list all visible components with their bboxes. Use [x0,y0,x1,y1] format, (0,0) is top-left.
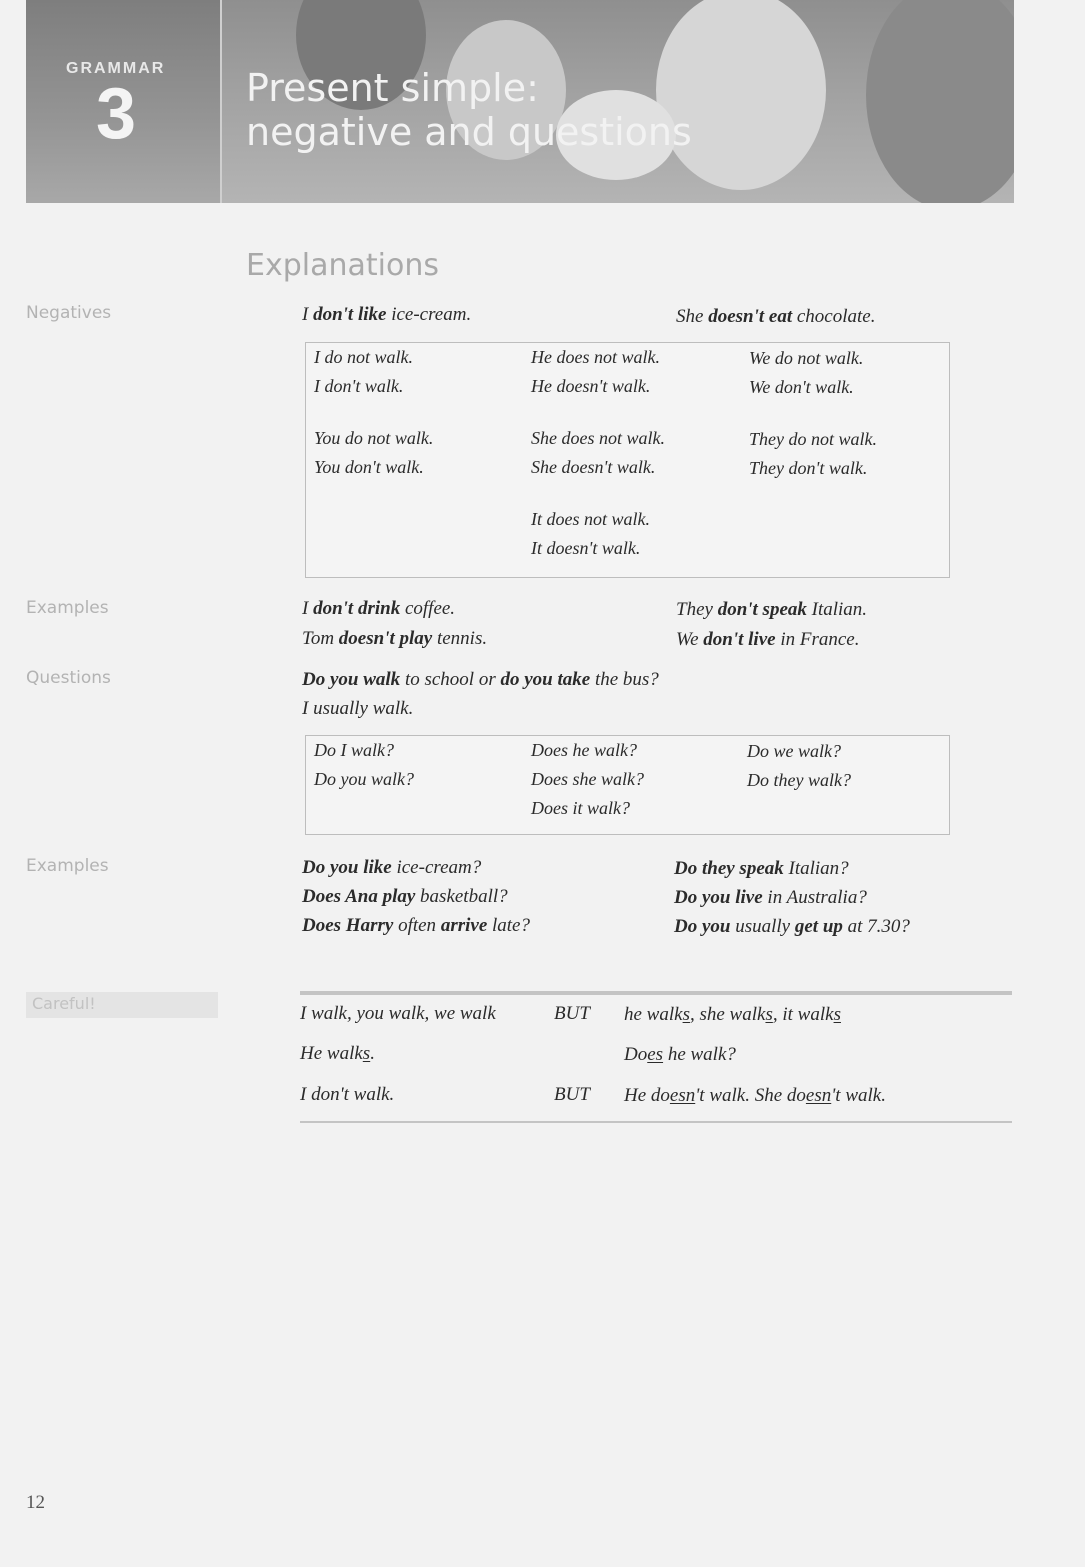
side-label-examples: Examples [26,856,109,876]
side-label-negatives: Negatives [26,303,112,323]
table-cell: He doesn't walk. [531,376,651,396]
table-cell: Do they walk? [747,770,851,790]
example-line: Do you usually get up at 7.30? [674,916,910,937]
table-cell: It doesn't walk. [531,538,641,558]
example-line: Does Ana play basketball? [302,886,508,907]
but-label: BUT [554,1003,590,1024]
title-line: Present simple: [246,66,539,110]
table-column [531,343,665,563]
question-answer: I usually walk. [302,698,414,719]
table-cell: Does he walk? [531,740,637,760]
unit-number: 3 [96,74,137,154]
table-cell: Do I walk? [314,740,394,760]
careful-line: Does he walk? [624,1044,736,1065]
header-banner [26,0,1014,203]
negatives-table [305,342,950,578]
table-column [531,736,644,823]
table-cell: They don't walk. [749,458,868,478]
title-line: negative and questions [246,110,692,154]
table-cell: He does not walk. [531,347,660,367]
table-column [749,344,877,483]
side-label-examples: Examples [26,598,109,618]
negative-example: She doesn't eat chocolate. [676,306,876,327]
page-title [246,66,692,154]
table-cell: I do not walk. [314,347,413,367]
page-number: 12 [26,1492,45,1513]
example-line: Does Harry often arrive late? [302,915,530,936]
example-line: Do you live in Australia? [674,887,867,908]
example-line: I don't drink coffee. [302,598,456,619]
table-cell: You don't walk. [314,457,424,477]
photo-figure [866,0,1014,203]
bottom-divider [300,1121,1012,1123]
table-cell: We do not walk. [749,348,864,368]
table-cell: Do you walk? [314,769,414,789]
question-example: Do you walk to school or do you take the bus? [302,669,659,690]
table-cell: You do not walk. [314,428,434,448]
careful-line: He walks. [300,1043,375,1064]
careful-line: he walks, she walks, it walks [624,1004,841,1025]
example-line: Tom doesn't play tennis. [302,628,488,649]
careful-line: He doesn't walk. She doesn't walk. [624,1085,886,1106]
table-cell: She doesn't walk. [531,457,656,477]
example-line: Do you like ice-cream? [302,857,482,878]
example-line: Do they speak Italian? [674,858,849,879]
banner-divider [220,0,222,203]
table-cell: She does not walk. [531,428,665,448]
grammar-label: GRAMMAR [66,60,166,77]
table-cell: Do we walk? [747,741,841,761]
careful-line: I don't walk. [300,1084,395,1105]
example-line: We don't live in France. [676,629,860,650]
questions-table [305,735,950,835]
table-column [747,737,851,795]
careful-line: I walk, you walk, we walk [300,1003,496,1024]
side-label-questions: Questions [26,668,111,688]
section-heading: Explanations [246,248,439,283]
example-line: They don't speak Italian. [676,599,868,620]
table-cell: We don't walk. [749,377,854,397]
side-label-careful: Careful! [26,992,218,1018]
negative-example: I don't like ice-cream. [302,304,472,325]
but-label: BUT [554,1084,590,1105]
table-column [314,343,433,482]
table-cell: I don't walk. [314,376,404,396]
careful-divider [300,991,1012,995]
table-cell: Does it walk? [531,798,630,818]
table-cell: They do not walk. [749,429,877,449]
table-column [314,736,414,794]
table-cell: Does she walk? [531,769,644,789]
table-cell: It does not walk. [531,509,650,529]
